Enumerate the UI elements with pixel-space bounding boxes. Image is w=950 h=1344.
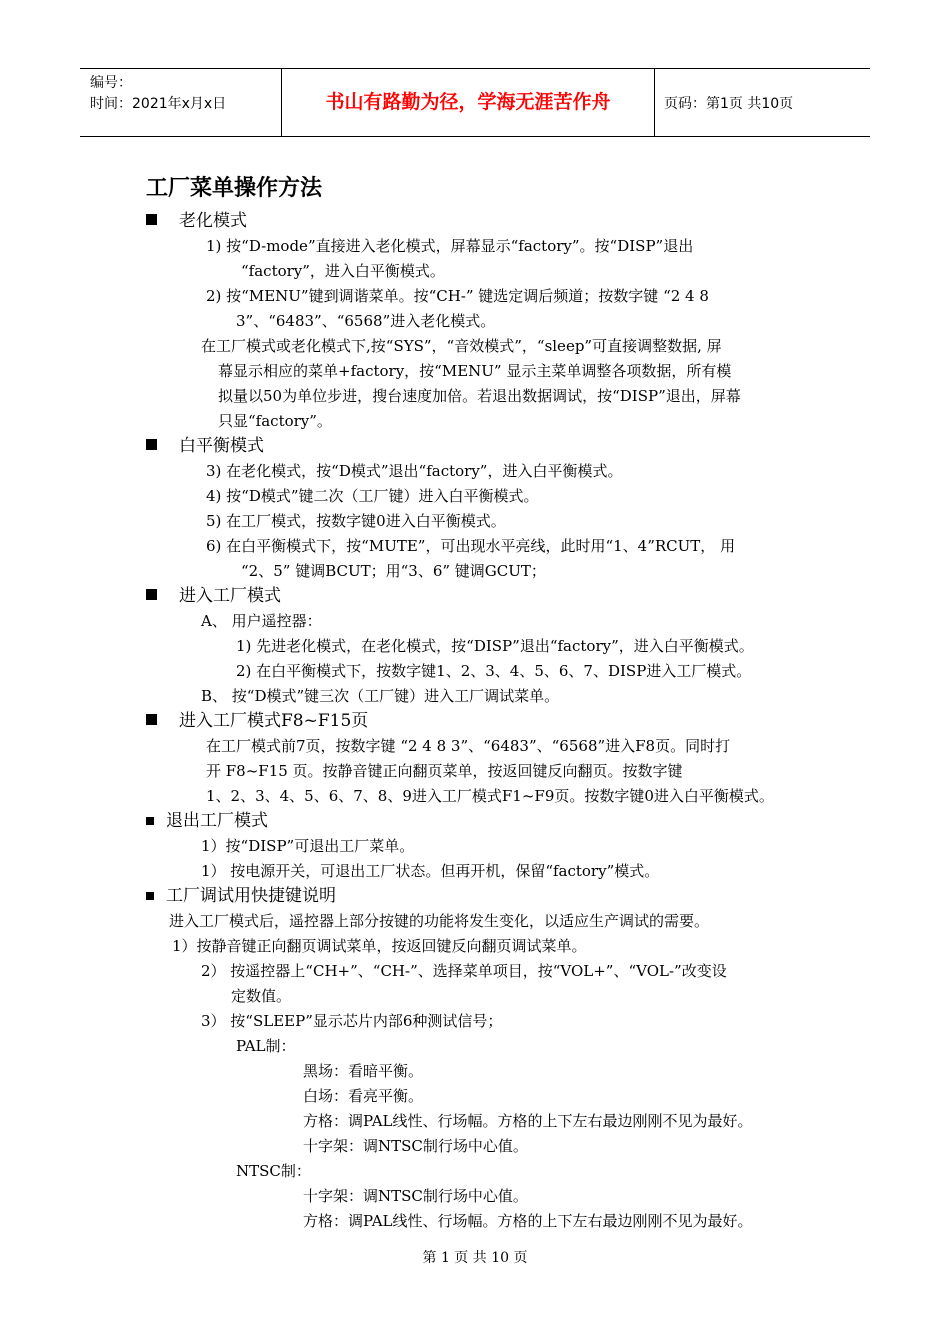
page-title: 工厂菜单操作方法 [146, 176, 323, 201]
paragraph-line: 只显“factory”。 [218, 412, 332, 430]
list-item: 1) 先进老化模式，在老化模式，按“DISP”退出“factory”，进入白平衡模式。 [236, 637, 754, 655]
section-heading: 白平衡模式 [146, 436, 264, 456]
list-item: 1）按静音键正向翻页调试菜单，按返回键反向翻页调试菜单。 [172, 937, 587, 955]
sub-heading: B、 按“D模式”键三次（工厂键）进入工厂调试菜单。 [201, 687, 560, 705]
square-bullet-icon [146, 817, 154, 825]
list-item: 1）按“DISP”可退出工厂菜单。 [201, 837, 415, 855]
list-item-cont: 定数值。 [231, 987, 292, 1005]
list-item-cont: “2、5” 键调BCUT；用“3、6” 键调GCUT； [241, 562, 546, 580]
square-bullet-icon [146, 439, 157, 450]
signal-item: 黑场：看暗平衡。 [303, 1062, 424, 1080]
list-item: 4) 按“D模式”键二次（工厂键）进入白平衡模式。 [206, 487, 539, 505]
paragraph-line: 幕显示相应的菜单+factory，按“MENU” 显示主菜单调整各项数据，所有模 [218, 362, 732, 380]
list-item-cont: 3”、“6483”、“6568”进入老化模式。 [236, 312, 496, 330]
section-heading: 老化模式 [146, 211, 247, 231]
list-item: 3) 在老化模式，按“D模式”退出“factory”，进入白平衡模式。 [206, 462, 623, 480]
list-item-cont: “factory”，进入白平衡模式。 [241, 262, 445, 280]
header-motto: 书山有路勤为径，学海无涯苦作舟 [325, 91, 611, 113]
section-heading: 进入工厂模式 [146, 586, 281, 606]
square-bullet-icon [146, 892, 154, 900]
list-item: 1） 按电源开关，可退出工厂状态。但再开机，保留“factory”模式。 [201, 862, 660, 880]
section-heading: 退出工厂模式 [146, 811, 268, 831]
page-header [80, 68, 870, 137]
section-heading: 进入工厂模式F8~F15页 [146, 711, 368, 731]
list-item: 2) 在白平衡模式下，按数字键1、2、3、4、5、6、7、DISP进入工厂模式。 [236, 662, 752, 680]
time-label: 时间：2021年x月x日 [90, 96, 227, 112]
paragraph-line: 进入工厂模式后，遥控器上部分按键的功能将发生变化，以适应生产调试的需要。 [169, 912, 710, 930]
page-footer: 第 1 页 共 10 页 [422, 1250, 528, 1266]
paragraph-line: 在工厂模式或老化模式下,按“SYS”，“音效模式”，“sleep”可直接调整数据, 屏 [201, 337, 722, 355]
list-item: 3） 按“SLEEP”显示芯片内部6种测试信号； [201, 1012, 503, 1030]
signal-item: 方格：调PAL线性、行场幅。方格的上下左右最边刚刚不见为最好。 [303, 1212, 753, 1230]
paragraph-line: 拟量以50为单位步进，搜台速度加倍。若退出数据调试，按“DISP”退出，屏幕 [218, 387, 741, 405]
square-bullet-icon [146, 589, 157, 600]
header-divider [654, 69, 655, 136]
square-bullet-icon [146, 214, 157, 225]
list-item: 2) 按“MENU”键到调谐菜单。按“CH-” 键选定调后频道；按数字键 “2 4 8 [206, 287, 709, 305]
sub-heading: NTSC制： [236, 1162, 311, 1180]
paragraph-line: 开 F8~F15 页。按静音键正向翻页菜单，按返回键反向翻页。按数字键 [206, 762, 683, 780]
section-heading: 工厂调试用快捷键说明 [146, 886, 336, 906]
list-item: 6) 在白平衡模式下，按“MUTE”，可出现水平亮线，此时用“1、4”RCUT， 用 [206, 537, 736, 555]
list-item: 2） 按遥控器上“CH+”、“CH-”、选择菜单项目，按“VOL+”、“VOL-”改变设 [201, 962, 727, 980]
header-meta [90, 73, 226, 115]
paragraph-line: 1、2、3、4、5、6、7、8、9进入工厂模式F1~F9页。按数字键0进入白平衡模式。 [206, 787, 774, 805]
sub-heading: A、 用户遥控器： [201, 612, 322, 630]
paragraph-line: 在工厂模式前7页，按数字键 “2 4 8 3”、“6483”、“6568”进入F8页。同时打 [206, 737, 731, 755]
header-page-info: 页码：第1页 共10页 [664, 96, 794, 112]
square-bullet-icon [146, 714, 157, 725]
signal-item: 十字架：调NTSC制行场中心值。 [303, 1137, 528, 1155]
list-item: 1) 按“D-mode”直接进入老化模式，屏幕显示“factory”。按“DISP”退出 [206, 237, 694, 255]
number-label: 编号： [90, 75, 132, 91]
sub-heading: PAL制： [236, 1037, 296, 1055]
signal-item: 十字架：调NTSC制行场中心值。 [303, 1187, 528, 1205]
signal-item: 白场：看亮平衡。 [303, 1087, 424, 1105]
list-item: 5) 在工厂模式，按数字键0进入白平衡模式。 [206, 512, 506, 530]
signal-item: 方格：调PAL线性、行场幅。方格的上下左右最边刚刚不见为最好。 [303, 1112, 753, 1130]
